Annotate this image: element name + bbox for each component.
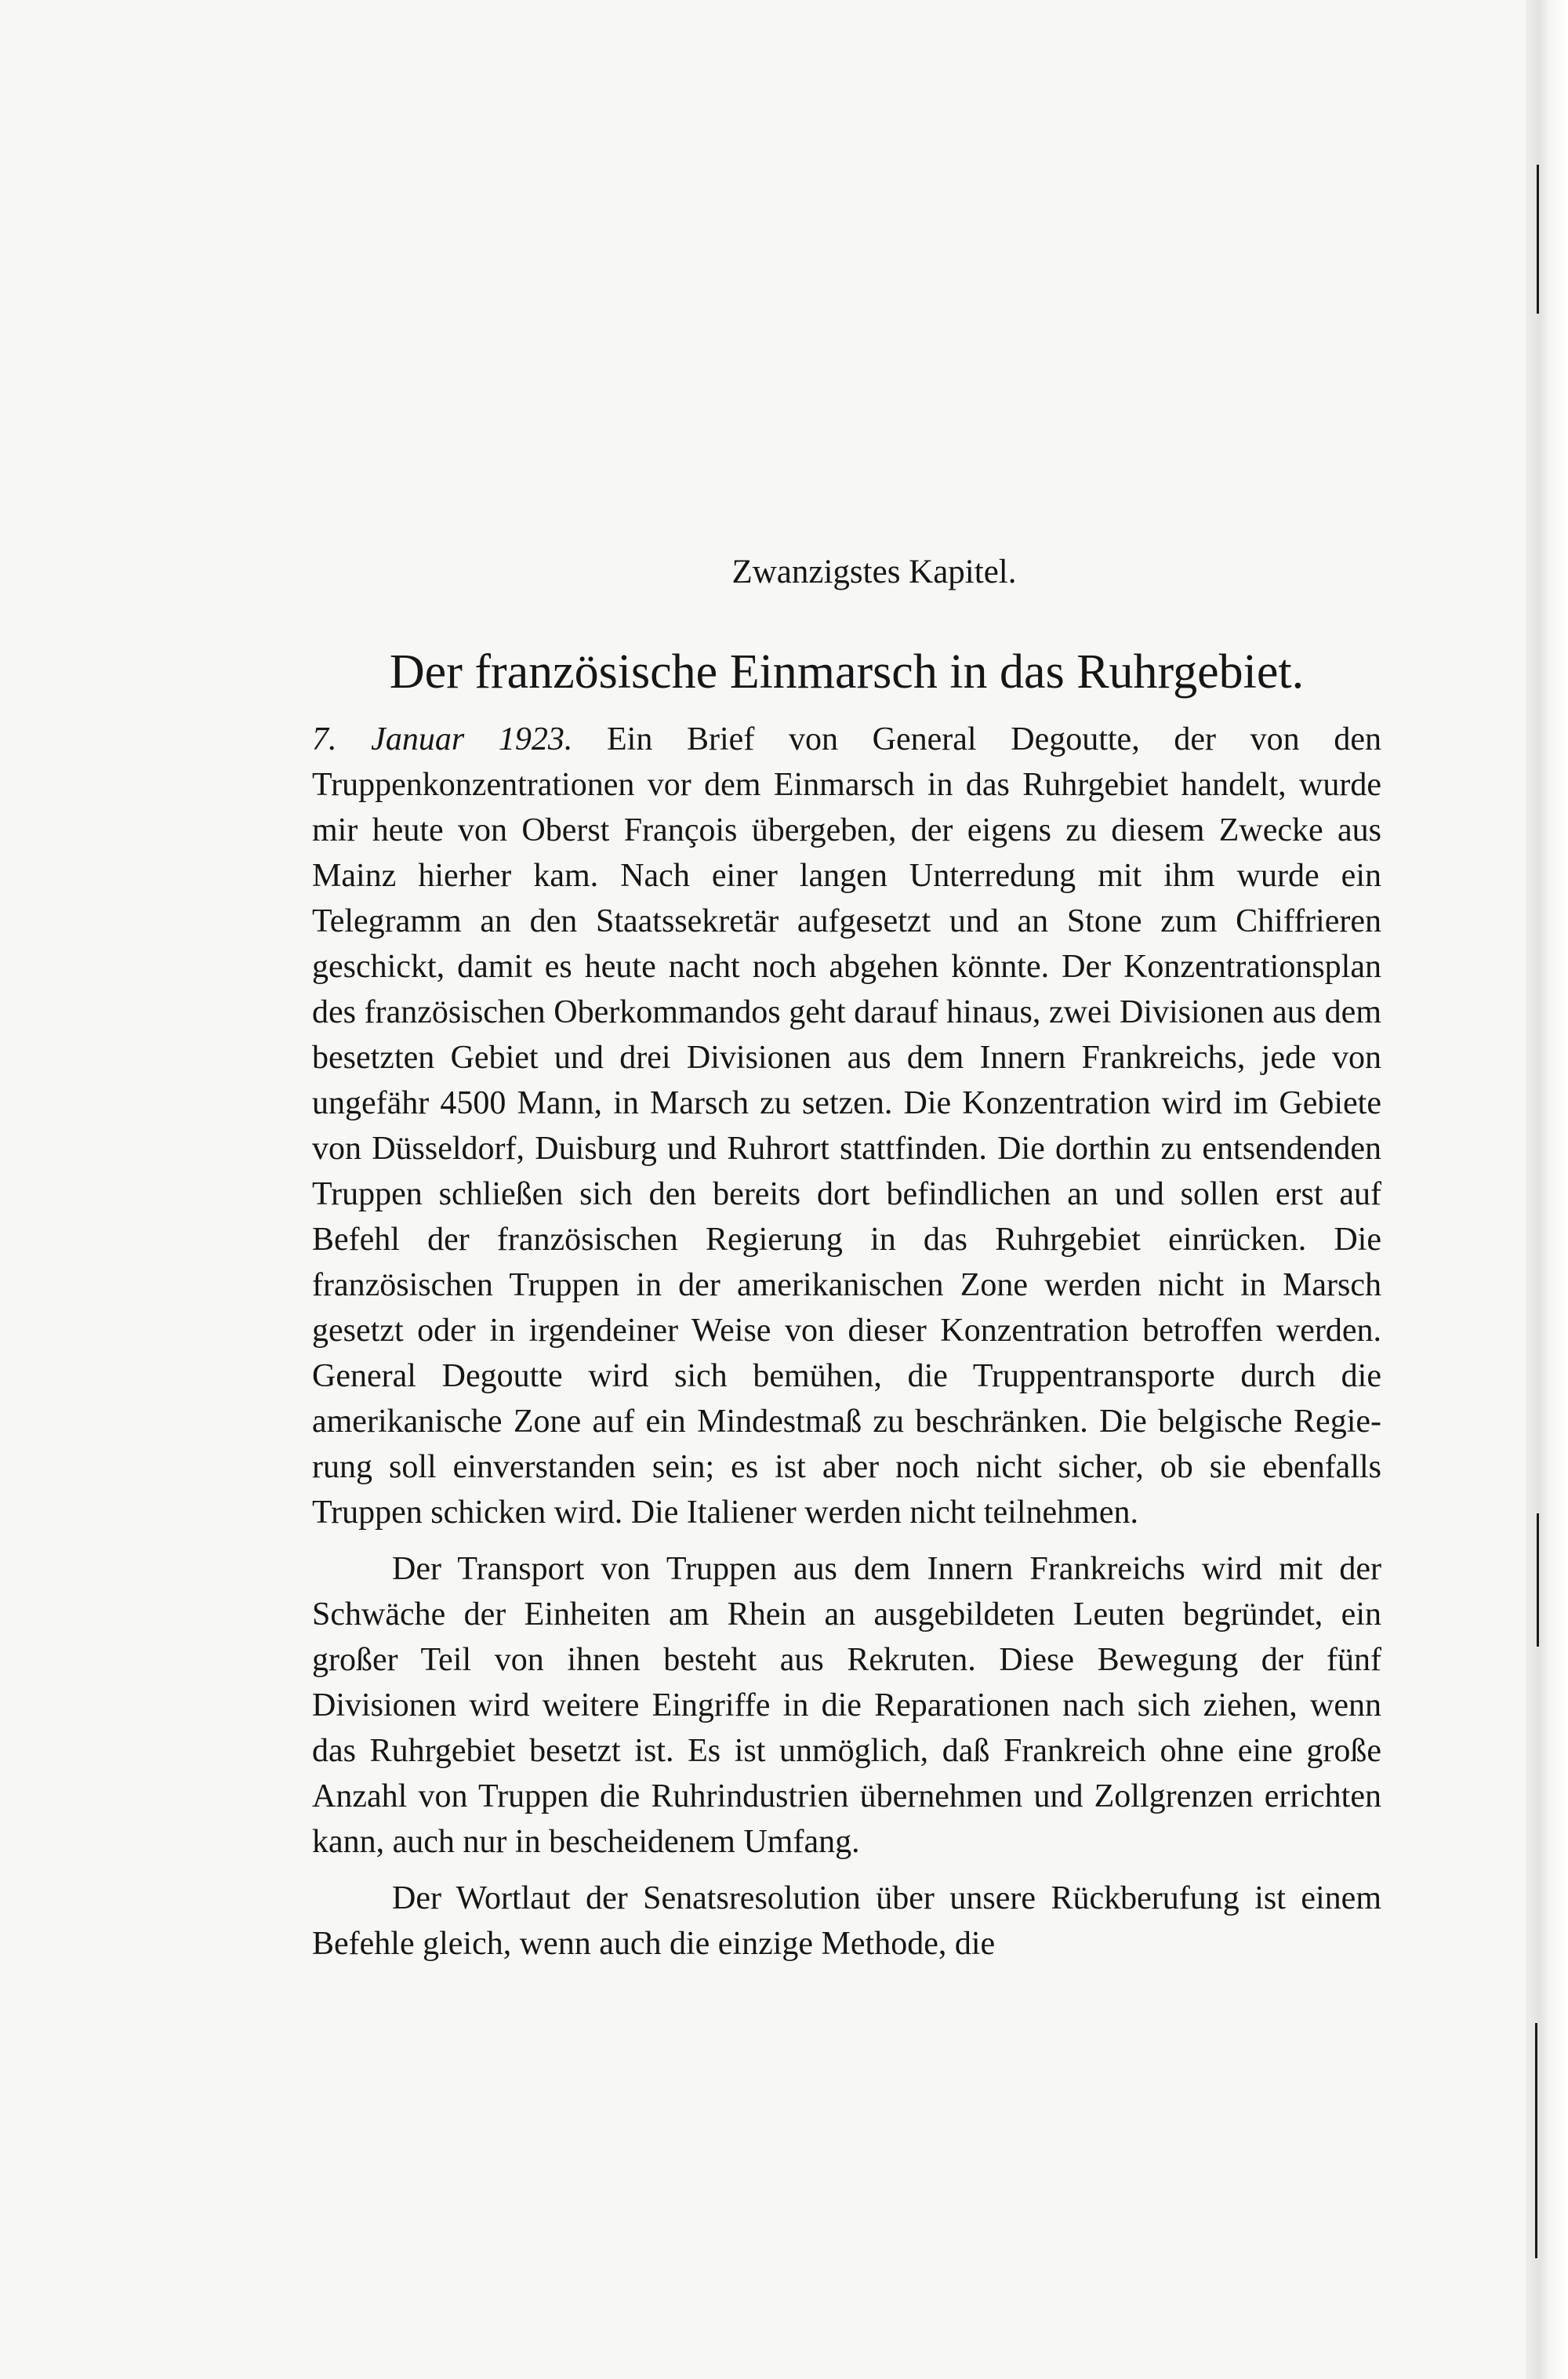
paragraph-1 — [312, 717, 1381, 1535]
edge-mark-bottom — [1535, 2023, 1537, 2258]
paragraph-2: Der Transport von Truppen aus dem Innern Frankreichs wird mit der Schwäche der Einheiten am Rhein an ausgebildeten Leuten begründet, ein großer Teil von ihnen besteht aus Rekruten. Diese Bewegung der fünf Divisionen wird weitere Eingriffe in die Reparationen nach sich ziehen, wenn das Ruhrgebiet besetzt ist. Es ist unmöglich, daß Frankreich ohne eine große Anzahl von Truppen die Ruhrindustrien übernehmen und Zollgrenzen errichten kann, auch nur in bescheidenem Umfang. — [312, 1551, 1381, 1860]
paragraph-3: Der Wortlaut der Senatsresolution über unsere Rückberufung ist einem Befehle gleich, wenn auch die einzige Methode, die — [312, 1880, 1381, 1962]
paragraph-1-text: Ein Brief von General Degoutte, der von den Truppenkonzentrationen vor dem Einmarsch in das Ruhrgebiet handelt, wurde mir heute von Oberst François übergeben, der eigens zu diesem Zwecke aus Mainz hierher kam. Nach einer langen Unterredung mit ihm wurde ein Telegramm an den Staatssekretär aufgesetzt und an Stone zum Chiffrieren geschickt, damit es heute nacht noch abgehen könnte. Der Konzentrationsplan des französischen Oberkommandos geht darauf hinaus, zwei Divisionen aus dem besetzten Gebiet und drei Divisionen aus dem Innern Frankreichs, jede von ungefähr 4500 Mann, in Marsch zu setzen. Die Konzentration wird im Gebiete von Düsseldorf, Duisburg und Ruhrort stattfinden. Die dorthin zu entsendenden Truppen schließen sich den bereits dort befindlichen an und sollen erst auf Befehl der französischen Regierung in das Ruhrgebiet einrücken. Die französischen Truppen in der amerikanischen Zone werden nicht in Marsch gesetzt oder in irgendeiner Weise von dieser Konzentration betroffen werden. General Degoutte wird sich bemühen, die Truppentransporte durch die amerikanische Zone auf ein Mindestmaß zu beschränken. Die belgische Regierung soll einverstanden sein; es ist aber noch nicht sicher, ob sie ebenfalls Truppen schicken wird. Die Italiener werden nicht teilnehmen. — [312, 721, 1381, 1531]
edge-mark-middle — [1537, 1513, 1539, 1647]
chapter-title: Der französische Einmarsch in das Ruhrgebiet. — [389, 645, 1305, 699]
edge-mark-top — [1537, 165, 1539, 314]
entry-date: 7. Januar 1923. — [312, 721, 573, 757]
chapter-label: Zwanzigstes Kapitel. — [731, 554, 1017, 590]
page-text-block — [312, 549, 1381, 1978]
page-edge-shadow — [1526, 0, 1568, 2379]
